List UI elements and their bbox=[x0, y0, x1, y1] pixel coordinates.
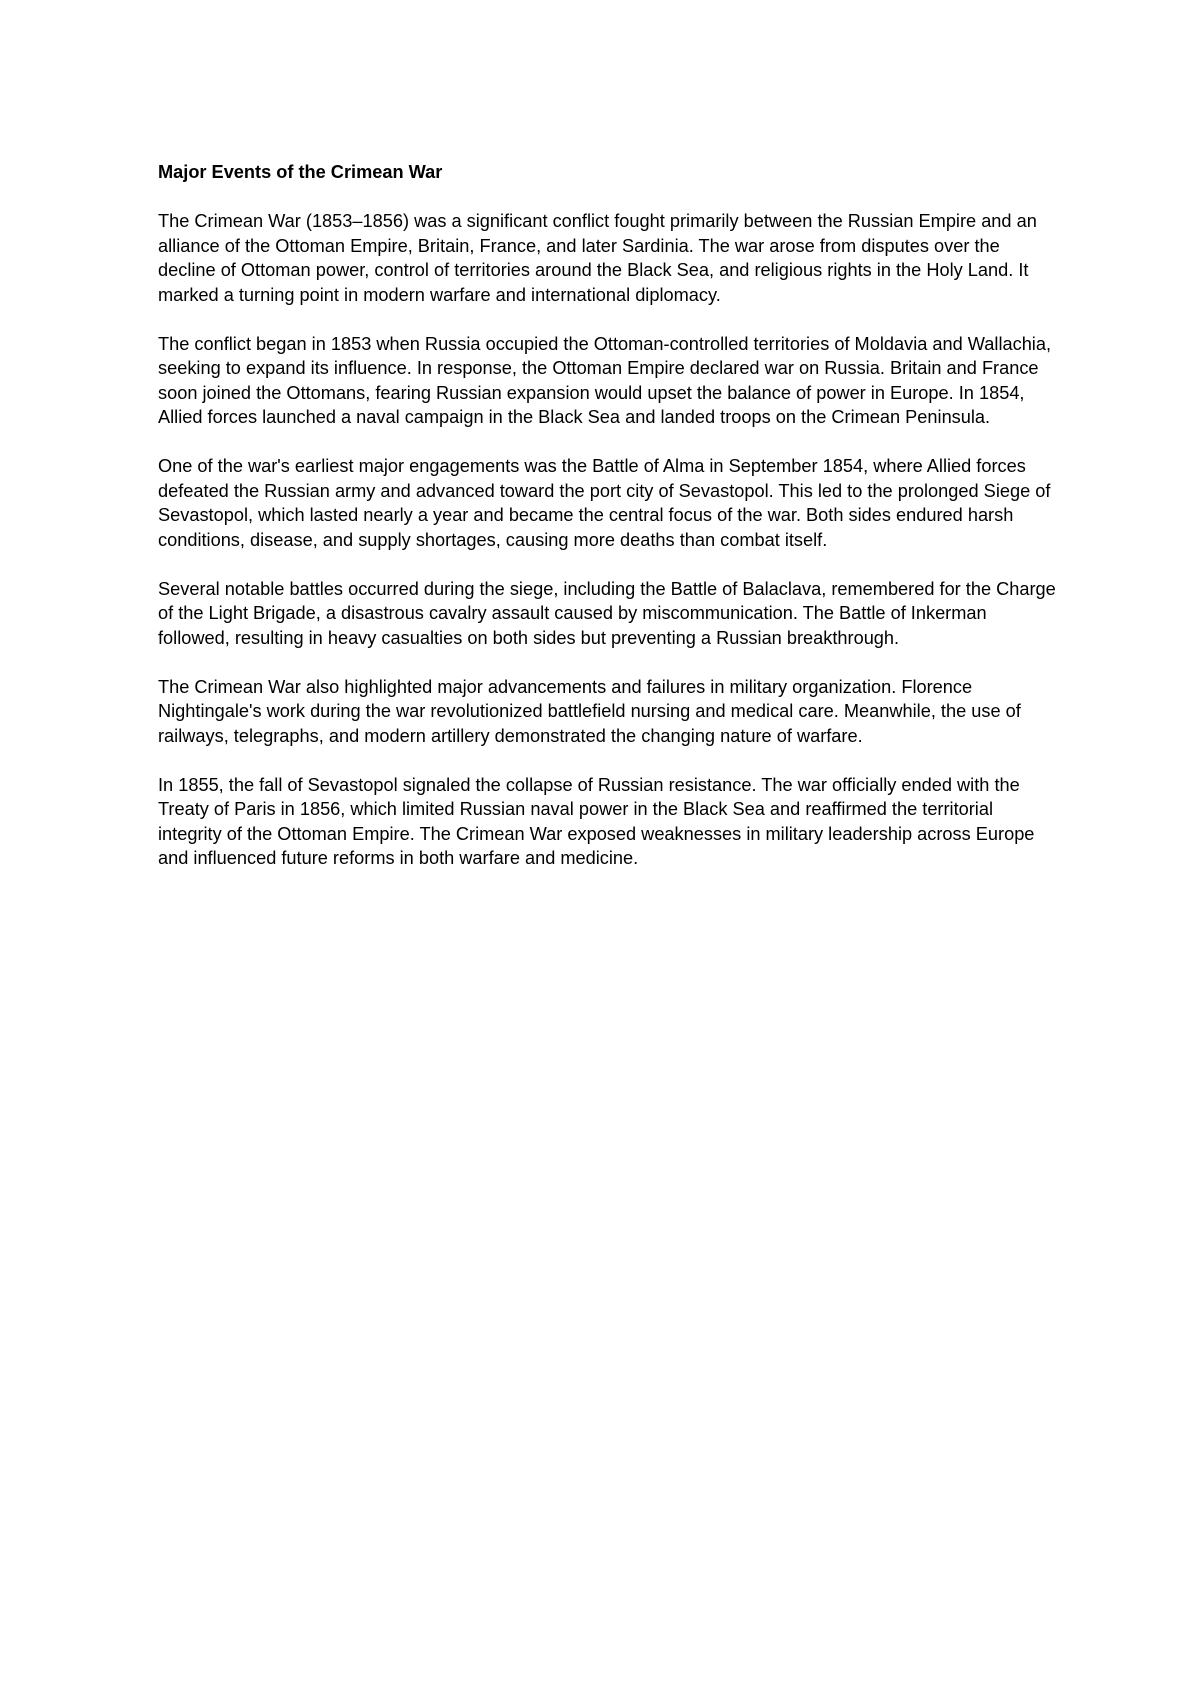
paragraph-2: The conflict began in 1853 when Russia occupied the Ottoman-controlled territories of Moldavia and Wallachia, seeking to expand its influence. In response, the Ottoman Empire declared war on Russia. Britain and France soon joined the Ottomans, fearing Russian expansion would upset the balance of power in Europe. In 1854, Allied forces launched a naval campaign in the Black Sea and landed troops on the Crimean Peninsula. bbox=[158, 333, 1052, 427]
document-body bbox=[158, 160, 1058, 895]
paragraph-5: The Crimean War also highlighted major advancements and failures in military organization. Florence Nightingale's work during the war revolutionized battlefield nursing and medical care. Meanwhile, the use of railways, telegraphs, and modern artillery demonstrated the changing nature of warfare. bbox=[158, 676, 1021, 746]
paragraph-6: In 1855, the fall of Sevastopol signaled the collapse of Russian resistance. The war officially ended with the Treaty of Paris in 1856, which limited Russian naval power in the Black Sea and reaffirmed the territorial integrity of the Ottoman Empire. The Crimean War exposed weaknesses in military leadership across Europe and influenced future reforms in both warfare and medicine. bbox=[158, 774, 1035, 868]
paragraph-4: Several notable battles occurred during the siege, including the Battle of Balaclava, remembered for the Charge of the Light Brigade, a disastrous cavalry assault caused by miscommunication. The Battle of Inkerman followed, resulting in heavy casualties on both sides but preventing a Russian breakthrough. bbox=[158, 578, 1056, 648]
paragraph-1: The Crimean War (1853–1856) was a significant conflict fought primarily between the Russian Empire and an alliance of the Ottoman Empire, Britain, France, and later Sardinia. The war arose from disputes over the decline of Ottoman power, control of territories around the Black Sea, and religious rights in the Holy Land. It marked a turning point in modern warfare and international diplomacy. bbox=[158, 211, 1037, 305]
document-title: Major Events of the Crimean War bbox=[158, 162, 443, 182]
paragraph-3: One of the war's earliest major engagements was the Battle of Alma in September 1854, where Allied forces defeated the Russian army and advanced toward the port city of Sevastopol. This led to the prolonged Siege of Sevastopol, which lasted nearly a year and became the central focus of the war. Both sides endured harsh conditions, disease, and supply shortages, causing more deaths than combat itself. bbox=[158, 456, 1051, 550]
